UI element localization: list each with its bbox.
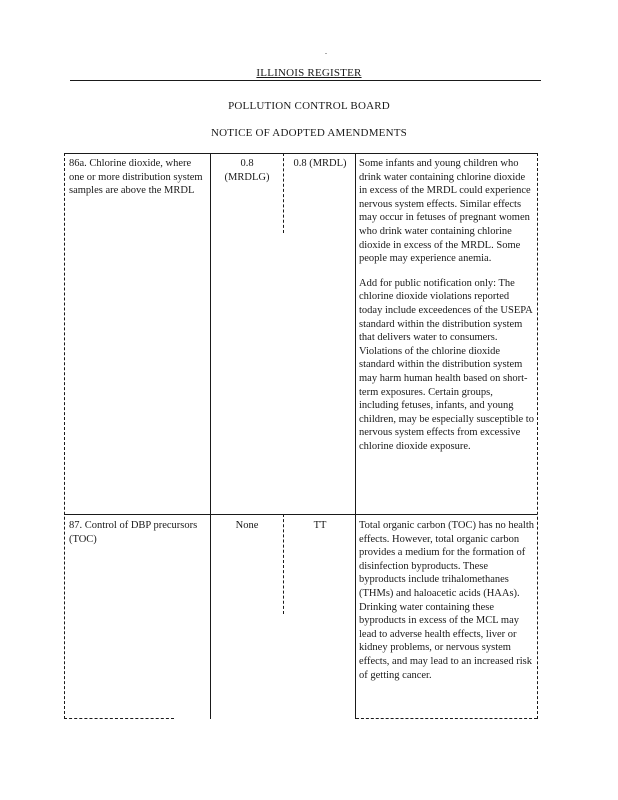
- public-notification-text: Add for public notification only: The chlorine dioxide violations reported today include exceedences of the USEPA standard within the distribution system that delivers water to consumers. Violations of the chlorine dioxide standard within the distribution system may harm human health based on short-term exposures. Certain groups, including fetuses, infants, and young children, may be especially susceptible to nervous system effects from excessive chlorine dioxide exposure.: [359, 277, 534, 452]
- table-top-border: [64, 153, 537, 154]
- health-effects-text: Some infants and young children who drink water containing chlorine dioxide in excess of the MRDL could experience nervous system effects. Similar effects may occur in fetuses of pregnant women who drink water containing chlorine dioxide in excess of the MRDL. Some people may experience anemia.: [359, 158, 531, 265]
- column-divider: [210, 153, 211, 719]
- table-left-border: [64, 153, 65, 719]
- mcl-cell: 0.8 (MRDL): [293, 158, 347, 169]
- page-speck: .: [325, 47, 327, 56]
- column-divider: [283, 153, 284, 233]
- health-effects-cell: Total organic carbon (TOC) has no health effects. However, total organic carbon provides a medium for the formation of disinfection byproducts. These byproducts include trihalomethanes (THMs) and haloacetic acids (HAAs). Drinking water containing these byproducts in excess of the MCL may lead to adverse health effects, liver or kidney problems, or nervous system effects, and may lead to an increased risk of getting cancer.: [359, 520, 534, 681]
- health-effects-cell: [359, 157, 535, 453]
- mclg-value: 0.8 (MRDLG): [224, 158, 270, 183]
- board-title: POLLUTION CONTROL BOARD: [228, 100, 390, 112]
- contaminant-cell: 86a. Chlorine dioxide, where one or more distribution system samples are above the MRDL: [69, 158, 203, 197]
- table-bottom-edge: [356, 718, 537, 719]
- contaminant-cell: 87. Control of DBP precursors (TOC): [69, 520, 198, 545]
- register-title: ILLINOIS REGISTER: [256, 67, 362, 79]
- table-bottom-edge: [64, 718, 174, 719]
- mclg-cell: None: [235, 520, 259, 531]
- mcl-cell: TT: [313, 520, 327, 531]
- notice-title: NOTICE OF ADOPTED AMENDMENTS: [211, 127, 407, 139]
- table-right-border: [537, 153, 538, 719]
- row-divider: [64, 514, 537, 515]
- header-rule: [70, 80, 541, 81]
- mclg-cell: [212, 157, 282, 184]
- column-divider: [283, 514, 284, 614]
- column-divider: [355, 153, 356, 719]
